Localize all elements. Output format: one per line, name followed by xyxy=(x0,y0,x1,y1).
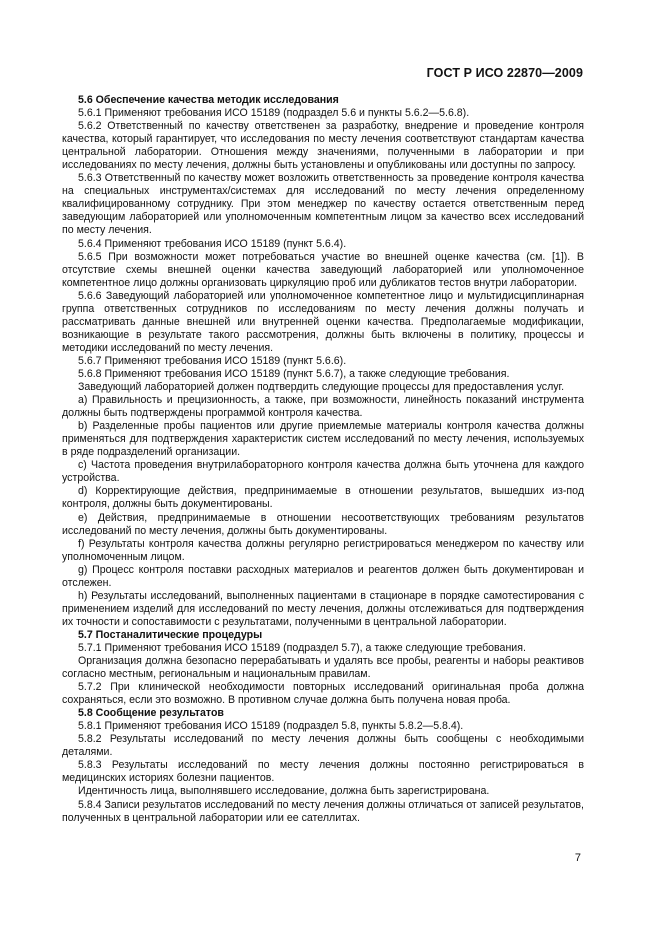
section-heading: 5.7 Постаналитические процедуры xyxy=(78,628,263,641)
paragraph: 5.7.2 При клинической необходимости повторных исследований оригинальная проба должна сохраняться, если это возможно. В противном случае должна быть получена новая проба. xyxy=(62,681,584,707)
paragraph: 5.8.3 Результаты исследований по месту лечения должны постоянно регистрироваться в медицинских историях болезни пациентов. xyxy=(62,759,584,785)
paragraph: Организация должна безопасно перерабатывать и удалять все пробы, реагенты и наборы реактивов согласно местным, региональным и национальным правилам. xyxy=(62,655,584,681)
list-item: h) Результаты исследований, выполненных пациентами в стационаре в порядке самотестирования с применением изделий для исследований по месту лечения, должны отслеживаться для подтверждения их точности и сопоставимости с результатами, полученными в центральной лаборатории. xyxy=(62,589,584,628)
section-heading: 5.8 Сообщение результатов xyxy=(78,707,224,720)
paragraph: 5.8.1 Применяют требования ИСО 15189 (подраздел 5.8, пункты 5.8.2—5.8.4). xyxy=(78,720,464,733)
paragraph: 5.7.1 Применяют требования ИСО 15189 (подраздел 5.7), а также следующие требования. xyxy=(78,641,526,654)
paragraph: 5.6.2 Ответственный по качеству ответственен за разработку, внедрение и проведение контроля качества, который гарантирует, что исследования по месту лечения соответствуют стандартам качества центральной лаборатории. Отношения между значениями, полученными в лаборатории и при исследованиях по месту лечения, должны быть установлены и опубликованы или доступны по запросу. xyxy=(62,120,584,172)
document-body xyxy=(62,94,584,825)
list-item: f) Результаты контроля качества должны регулярно регистрироваться менеджером по качеству или уполномоченным лицом. xyxy=(62,537,584,563)
paragraph: 5.6.7 Применяют требования ИСО 15189 (пункт 5.6.6). xyxy=(78,354,347,367)
document-header: ГОСТ Р ИСО 22870—2009 xyxy=(426,66,583,80)
paragraph: 5.6.1 Применяют требования ИСО 15189 (подраздел 5.6 и пункты 5.6.2—5.6.8). xyxy=(78,107,470,120)
paragraph: 5.8.4 Записи результатов исследований по месту лечения должны отличаться от записей результатов, полученных в центральной лаборатории или ее сателлитах. xyxy=(62,798,584,824)
paragraph: 5.6.4 Применяют требования ИСО 15189 (пункт 5.6.4). xyxy=(78,237,347,250)
page-number: 7 xyxy=(574,852,581,864)
paragraph: 5.8.2 Результаты исследований по месту лечения должны быть сообщены с необходимыми деталями. xyxy=(62,733,584,759)
paragraph: 5.6.8 Применяют требования ИСО 15189 (пункт 5.6.7), а также следующие требования. xyxy=(78,367,510,380)
paragraph: Идентичность лица, выполнявшего исследование, должна быть зарегистрирована. xyxy=(78,785,490,798)
list-item: b) Разделенные пробы пациентов или другие приемлемые материалы контроля качества должны применяться для подтверждения характеристик систем исследований по месту лечения, используемых в ряде подразделений организации. xyxy=(62,420,584,459)
paragraph: 5.6.3 Ответственный по качеству может возложить ответственность за проведение контроля качества на специальных инструментах/системах для исследований по месту лечения определенному квалифицированному сотруднику. При этом менеджер по качеству остается ответственным перед заведующим лабораторией или уполномоченным компетентным лицом за качество всех исследований по месту лечения. xyxy=(62,172,584,237)
section-heading: 5.6 Обеспечение качества методик исследования xyxy=(78,94,339,106)
list-item: d) Корректирующие действия, предпринимаемые в отношении результатов, вышедших из-под контроля, должны быть документированы. xyxy=(62,485,584,511)
list-item: e) Действия, предпринимаемые в отношении несоответствующих требованиям результатов исследований по месту лечения, должны быть документированы. xyxy=(62,511,584,537)
list-item: g) Процесс контроля поставки расходных материалов и реагентов должен быть документирован и отслежен. xyxy=(62,563,584,589)
list-item: c) Частота проведения внутрилабораторного контроля качества должна быть уточнена для каждого устройства. xyxy=(62,459,584,485)
paragraph: 5.6.6 Заведующий лабораторией или уполномоченное компетентное лицо и мультидисциплинарная группа ответственных сотрудников по исследованиям по месту лечения должны получать и рассматривать данные внешней или внутренней оценки качества. Предполагаемые модификации, возникающие в результате такого рассмотрения, должны быть включены в политику, процессы и методики исследований по месту лечения. xyxy=(62,289,584,354)
paragraph: Заведующий лабораторией должен подтвердить следующие процессы для предоставления услуг. xyxy=(78,381,565,394)
paragraph: 5.6.5 При возможности может потребоваться участие во внешней оценке качества (см. [1]). В отсутствие схемы внешней оценки качества заведующий лабораторией или уполномоченное компетентное лицо должны организовать циркуляцию проб или дубликатов тестов внутри лаборатории. xyxy=(62,250,584,289)
list-item: a) Правильность и прецизионность, а также, при возможности, линейность показаний инструмента должны быть подтверждены программой контроля качества. xyxy=(62,394,584,420)
